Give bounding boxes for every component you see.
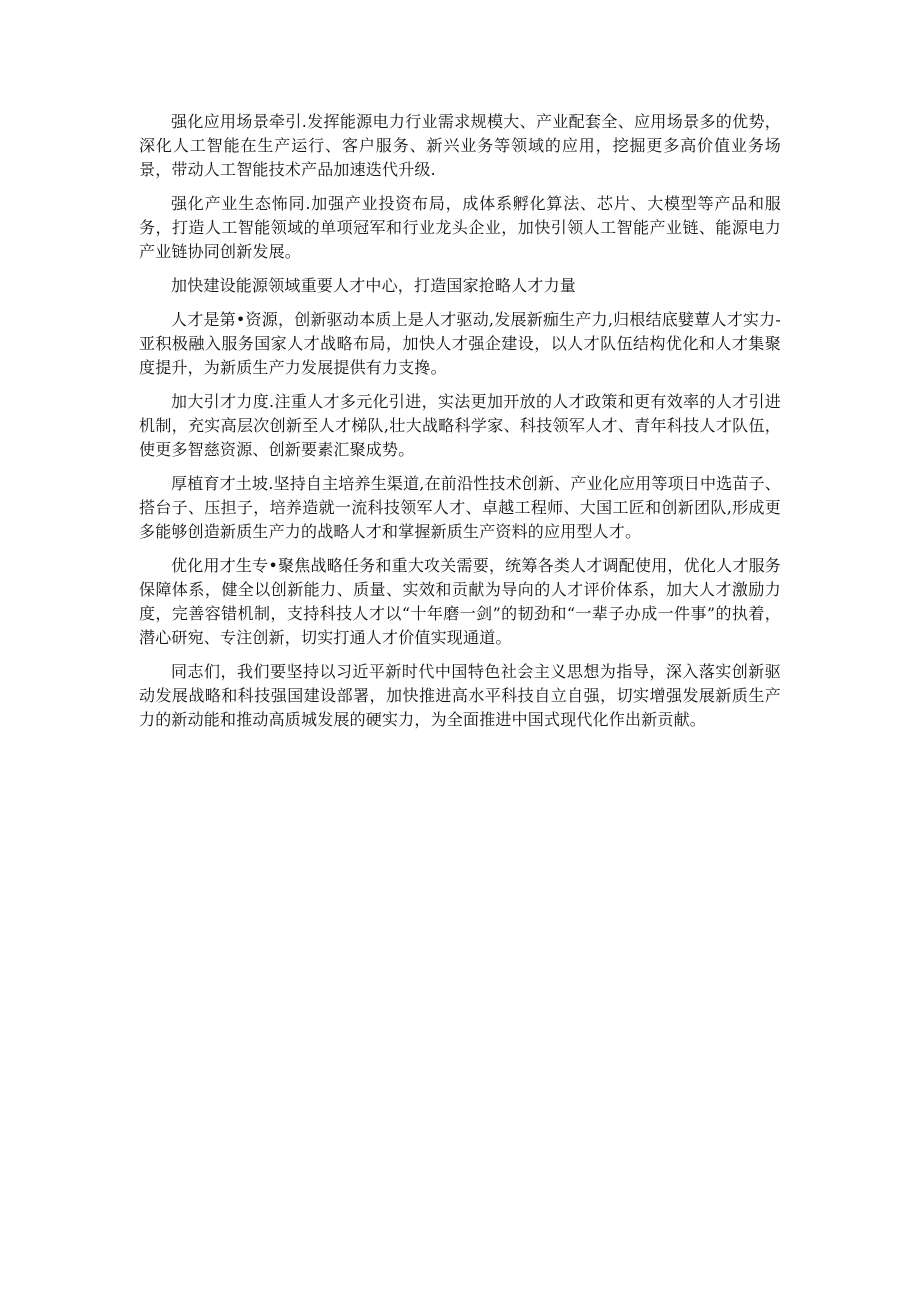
paragraph-scenario-guidance: 强化应用场景牵引.发挥能源电力行业需求规模大、产业配套全、应用场景多的优势，深化人工智能在生产运行、客户服务、新兴业务等领域的应用，挖掘更多高价值业务场景，带动人工智能技术产品加速迭代升级. xyxy=(139,112,781,179)
document-body xyxy=(139,110,781,742)
paragraph-talent-cultivation: 厚植育才土坡.坚持自主培养生渠道,在前沿性技术创新、产业化应用等项日中选苗子、搭台子、压担子，培养造就一流科技领军人才、卓越工程师、大国工匠和创新团队,形成更多能够创造新质生产力的战略人才和掌握新质生产资料的应用型人才。 xyxy=(139,474,781,541)
paragraph-talent-utilization: 优化用才生专•聚焦战略任务和重大攻关需要，统筹各类人才调配使用，优化人才服务保障体系，健全以创新能力、质量、实效和贡献为导向的人才评价体系，加大人才激励力度，完善容错机制，支持科技人才以“十年磨一剑”的韧劲和“一辈子办成一件事”的执着，潜心研宛、专注创新，切实打通人才价值实现通道。 xyxy=(139,556,781,647)
section-heading-talent-center: 加快建设能源领域重要人才中心，打造国家抢略人才力量 xyxy=(171,276,577,295)
paragraph-talent-resource: 人才是第•资源，创新驱动本质上是人才驱动,发展新痂生产力,归根结底嬖蕈人才实力-亚积极融入服务国家人才战略布局，加快人才强企建设，以人才队伍结构优化和人才集聚度提升，为新质生产力发展提供有力支搀。 xyxy=(139,310,781,377)
paragraph-talent-recruitment: 加大引才力度.注重人才多元化引进，实法更加开放的人才政策和更有效率的人才引进机制，充实高层次创新至人才梯队,壮大战略科学家、科技领军人才、青年科技人才队伍，使更多智慈资源、创新要素汇聚成势。 xyxy=(139,392,781,459)
paragraph-industry-ecosystem: 强化产业生态怖同.加强产业投资布局，成体系孵化算法、芯片、大模型等产品和服务，打造人工智能领域的单项冠军和行业龙头企业，加快引领人工智能产业链、能源电力产业链协同创新发展。 xyxy=(139,194,781,261)
paragraph-closing-remarks: 同志们，我们要坚持以习近平新时代中国特色社会主义思想为指导，深入落实创新驱动发展战略和科技强国建设部署，加快推进高水平科技自立自强，切实增强发展新质生产力的新动能和推动高质城发展的硬实力，为全面推进中国式现代化作出新贡献。 xyxy=(139,662,781,729)
